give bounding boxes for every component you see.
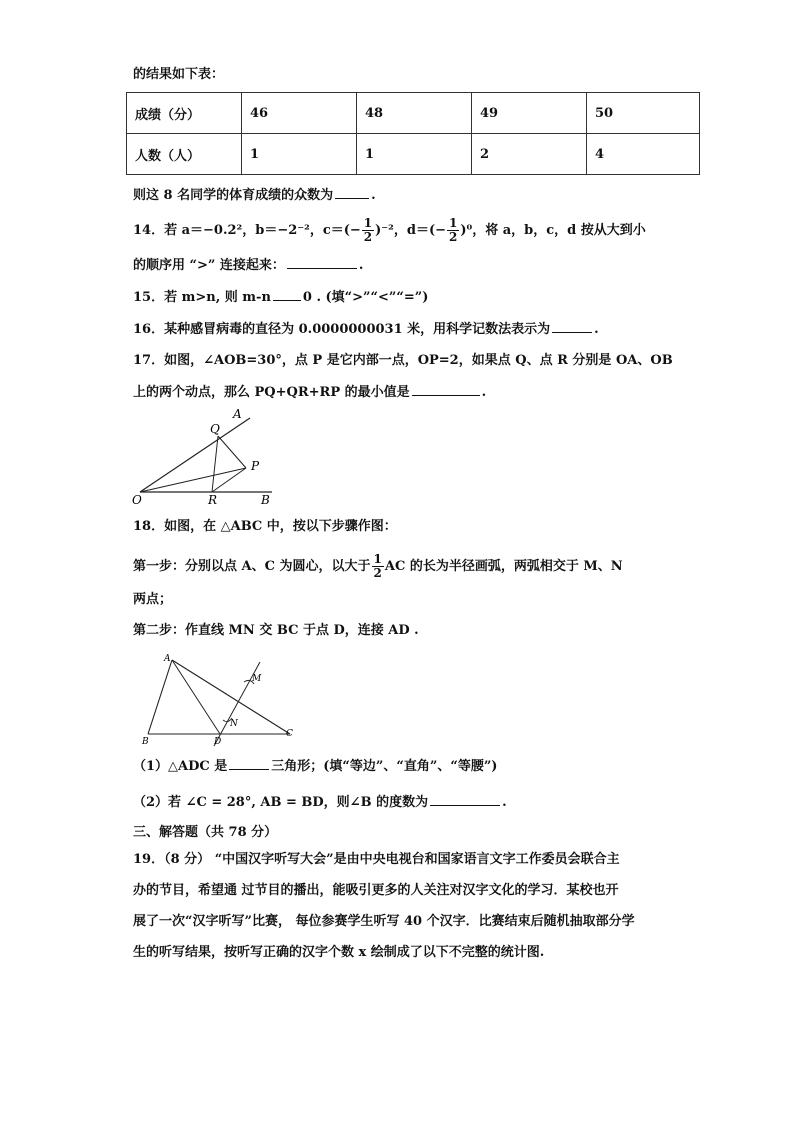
score-table [126,92,700,175]
q18-step1-cont: 两点； [133,592,173,607]
q14-text-b: )⁻²，d＝(− [375,223,446,238]
answer-blank [273,288,301,301]
q18-sub1-text-a: （1）△ADC 是 [133,759,228,774]
table-row [127,134,700,175]
q19-line1: 19．（8 分） “中国汉字听写大会”是由中央电视台和国家语言文字工作委员会联合主 [133,852,620,867]
section-heading: 三、解答题（共 78 分） [133,825,278,840]
answer-blank [335,186,369,199]
q18-line1: 18．如图，在 △ABC 中，按以下步骤作图： [133,519,397,534]
side-ab [148,660,172,734]
fraction [372,553,384,580]
q17-line2: 上的两个动点，那么 PQ+QR+RP 的最小值是 . [133,385,487,400]
q13-tail: 则这 8 名同学的体育成绩的众数为 . [133,188,376,203]
table-cell: 成绩（分） [127,93,242,134]
q17-line1: 17．如图，∠AOB=30°，点 P 是它内部一点，OP=2，如果点 Q、点 R 分别是 OA、OB [133,353,673,368]
table-cell: 48 [357,93,472,134]
label-c: C [286,729,293,739]
label-d: D [214,737,222,747]
q18-sub2: （2）若 ∠C = 28°, AB = BD，则∠B 的度数为 . [133,795,507,810]
fraction-denominator: 2 [373,566,382,580]
fraction-denominator: 2 [363,230,373,244]
answer-blank [430,793,500,806]
table-cell: 50 [587,93,700,134]
label-n: N [230,719,238,729]
segment-ad [172,660,220,734]
q18-step1-text-b: AC 的长为半径画弧，两弧相交于 M、N [384,559,623,574]
answer-blank [552,320,592,333]
fraction-numerator: 1 [373,552,382,566]
q19-line3: 展了一次“汉字听写”比赛， 每位参赛学生听写 40 个汉字．比赛结束后随机抽取部分学 [133,914,635,929]
table-cell: 2 [472,134,587,175]
label-a: A [233,407,242,421]
label-m: M [252,674,262,684]
fraction-denominator: 2 [449,230,458,244]
q14-text-d: 的顺序用 “>” 连接起来： [133,258,285,273]
q15-text-a: 15．若 m>n, 则 m-n [133,290,271,305]
answer-blank [412,383,480,396]
question-number: 14． [133,223,165,238]
fraction [447,217,459,244]
q16-text: 16．某种感冒病毒的直径为 0.0000000031 米，用科学记数法表示为 [133,322,551,337]
segment-op [140,468,246,492]
answer-blank [287,256,357,269]
q13-text: 则这 8 名同学的体育成绩的众数为 [133,188,334,203]
q19-line2: 办的节目，希望通 过节目的播出，能吸引更多的人关注对汉字文化的学习．某校也开 [133,883,619,898]
fraction-numerator: 1 [449,216,458,230]
table-row [127,93,700,134]
segment-qr [212,436,218,492]
q19-line4: 生的听写结果，按听写正确的汉字个数 x 绘制成了以下不完整的统计图. [133,945,545,960]
fraction [362,217,374,244]
q18-step1-text-a: 第一步：分别以点 A、C 为圆心，以大于 [133,559,371,574]
table-cell: 1 [357,134,472,175]
table-cell: 人数（人） [127,134,242,175]
table-cell: 4 [587,134,700,175]
q18-sub1 [133,757,497,776]
answer-blank [229,757,269,770]
q18-step1 [133,553,623,580]
q18-sub2-text: （2）若 ∠C = 28°, AB = BD，则∠B 的度数为 [133,795,429,810]
label-o: O [132,493,142,506]
fraction-numerator: 1 [363,216,373,230]
q18-sub1-text-b: 三角形；(填“等边”、“直角”、“等腰”) [271,759,498,774]
q18-figure [138,652,298,747]
q14-text-a: 若 a＝−0.2²，b＝−2⁻²，c＝(− [164,223,361,238]
q15 [133,288,428,307]
q17-text: 上的两个动点，那么 PQ+QR+RP 的最小值是 [133,385,410,400]
table-cell: 46 [242,93,357,134]
q18-step2: 第二步：作直线 MN 交 BC 于点 D，连接 AD . [133,623,419,638]
q14-text-c: )⁰，将 a，b，c，d 按从大到小 [460,223,646,238]
label-q: Q [210,422,220,436]
q14-line1 [133,217,646,244]
ray-oa [140,418,250,492]
segment-qp [218,436,246,468]
q16: 16．某种感冒病毒的直径为 0.0000000031 米，用科学记数法表示为 . [133,322,599,337]
label-b: B [142,737,149,747]
q15-text-b: 0 . (填“>”“<”“=”) [302,290,429,305]
q14-line2: 的顺序用 “>” 连接起来： . [133,258,364,273]
table-intro: 的结果如下表： [133,67,225,82]
label-b: B [261,493,270,506]
table-cell: 49 [472,93,587,134]
label-r: R [208,493,218,506]
table-cell: 1 [242,134,357,175]
q17-figure [130,406,280,506]
label-a: A [164,654,171,664]
label-p: P [251,459,260,473]
